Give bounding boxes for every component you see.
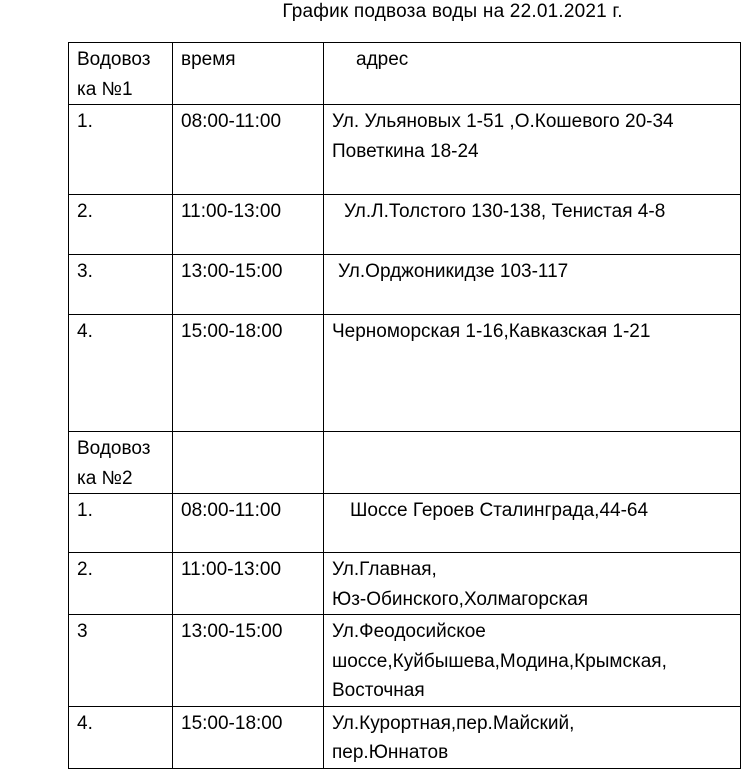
empty-cell (173, 432, 324, 494)
row-address-line: Поветкина 18-24 (332, 140, 479, 162)
header-cell-address (324, 43, 741, 105)
row-time-cell (173, 553, 324, 615)
row-time: 15:00-18:00 (181, 321, 283, 342)
row-address-cell (324, 255, 741, 315)
row-number: 2. (77, 201, 93, 222)
row-address-cell (324, 195, 741, 255)
row-number-cell (69, 706, 173, 768)
empty-cell (324, 432, 741, 494)
row-number-cell (69, 195, 173, 255)
row-address-line: Ул.Курортная,пер.Майский, (332, 712, 575, 734)
header-time-label: время (181, 49, 236, 70)
row-address-line: Ул. Ульяновых 1-51 ,О.Кошевого 20-34 (332, 111, 674, 132)
row-time: 11:00-13:00 (181, 559, 282, 580)
truck2-label-cell (69, 432, 173, 494)
table-row (69, 195, 741, 255)
row-time-cell (173, 195, 324, 255)
row-address-line: Ул.Феодосийское (332, 621, 486, 642)
table-row (69, 315, 741, 432)
row-number: 4. (77, 712, 93, 734)
row-time-cell (173, 315, 324, 432)
table-header-row (69, 43, 741, 105)
row-address-line: пер.Юннатов (332, 742, 449, 763)
row-number: 2. (77, 559, 93, 580)
row-address-line: Ул.Главная, (332, 559, 437, 580)
document-title: График подвоза воды на 22.01.2021 г. (282, 1, 623, 22)
row-time-cell (173, 615, 324, 707)
row-address-cell (324, 553, 741, 615)
row-time-cell (173, 255, 324, 315)
row-number-cell (69, 553, 173, 615)
row-address-line: Восточная (332, 680, 425, 701)
row-number-cell (69, 615, 173, 707)
table-row (69, 494, 741, 553)
row-time: 13:00-15:00 (181, 261, 283, 282)
schedule-table (68, 42, 741, 769)
row-number: 4. (77, 321, 93, 342)
row-address-cell (324, 105, 741, 195)
row-address-cell (324, 615, 741, 707)
row-address-line: шоссе,Куйбышева,Модина,Крымская, (332, 650, 667, 672)
row-number-cell (69, 105, 173, 195)
row-number: 3. (77, 261, 93, 282)
row-time-cell (173, 706, 324, 768)
row-address-line: Ул.Л.Толстого 130-138, Тенистая 4-8 (344, 201, 666, 222)
row-number-cell (69, 255, 173, 315)
row-time: 13:00-15:00 (181, 621, 283, 642)
truck2-header-row (69, 432, 741, 494)
header-truck-line1: Водовоз (77, 49, 151, 70)
row-number: 3 (77, 621, 88, 642)
row-time: 11:00-13:00 (181, 201, 282, 222)
row-address-line: Шоссе Героев Сталинграда,44-64 (350, 500, 649, 521)
row-address-cell (324, 494, 741, 553)
row-number: 1. (77, 111, 93, 132)
row-time-cell (173, 105, 324, 195)
table-row (69, 615, 741, 707)
row-number-cell (69, 315, 173, 432)
header-truck-line2: ка №1 (77, 78, 133, 100)
row-number: 1. (77, 500, 93, 521)
table-row (69, 706, 741, 768)
truck2-label-line1: Водовоз (77, 438, 151, 459)
table-row (69, 553, 741, 615)
header-address-label: адрес (356, 49, 409, 70)
row-time: 15:00-18:00 (181, 712, 283, 734)
row-time-cell (173, 494, 324, 553)
table-row (69, 105, 741, 195)
row-address-line: Ул.Орджоникидзе 103-117 (338, 261, 569, 282)
row-number-cell (69, 494, 173, 553)
truck2-label-line2: ка №2 (77, 467, 133, 489)
row-address-line: Черноморская 1-16,Кавказская 1-21 (332, 321, 651, 342)
table-row (69, 255, 741, 315)
header-cell-time (173, 43, 324, 105)
row-time: 08:00-11:00 (181, 111, 282, 132)
row-time: 08:00-11:00 (181, 500, 282, 521)
row-address-cell (324, 706, 741, 768)
header-cell-truck (69, 43, 173, 105)
row-address-line: Юз-Обинского,Холмагорская (332, 588, 589, 610)
row-address-cell (324, 315, 741, 432)
